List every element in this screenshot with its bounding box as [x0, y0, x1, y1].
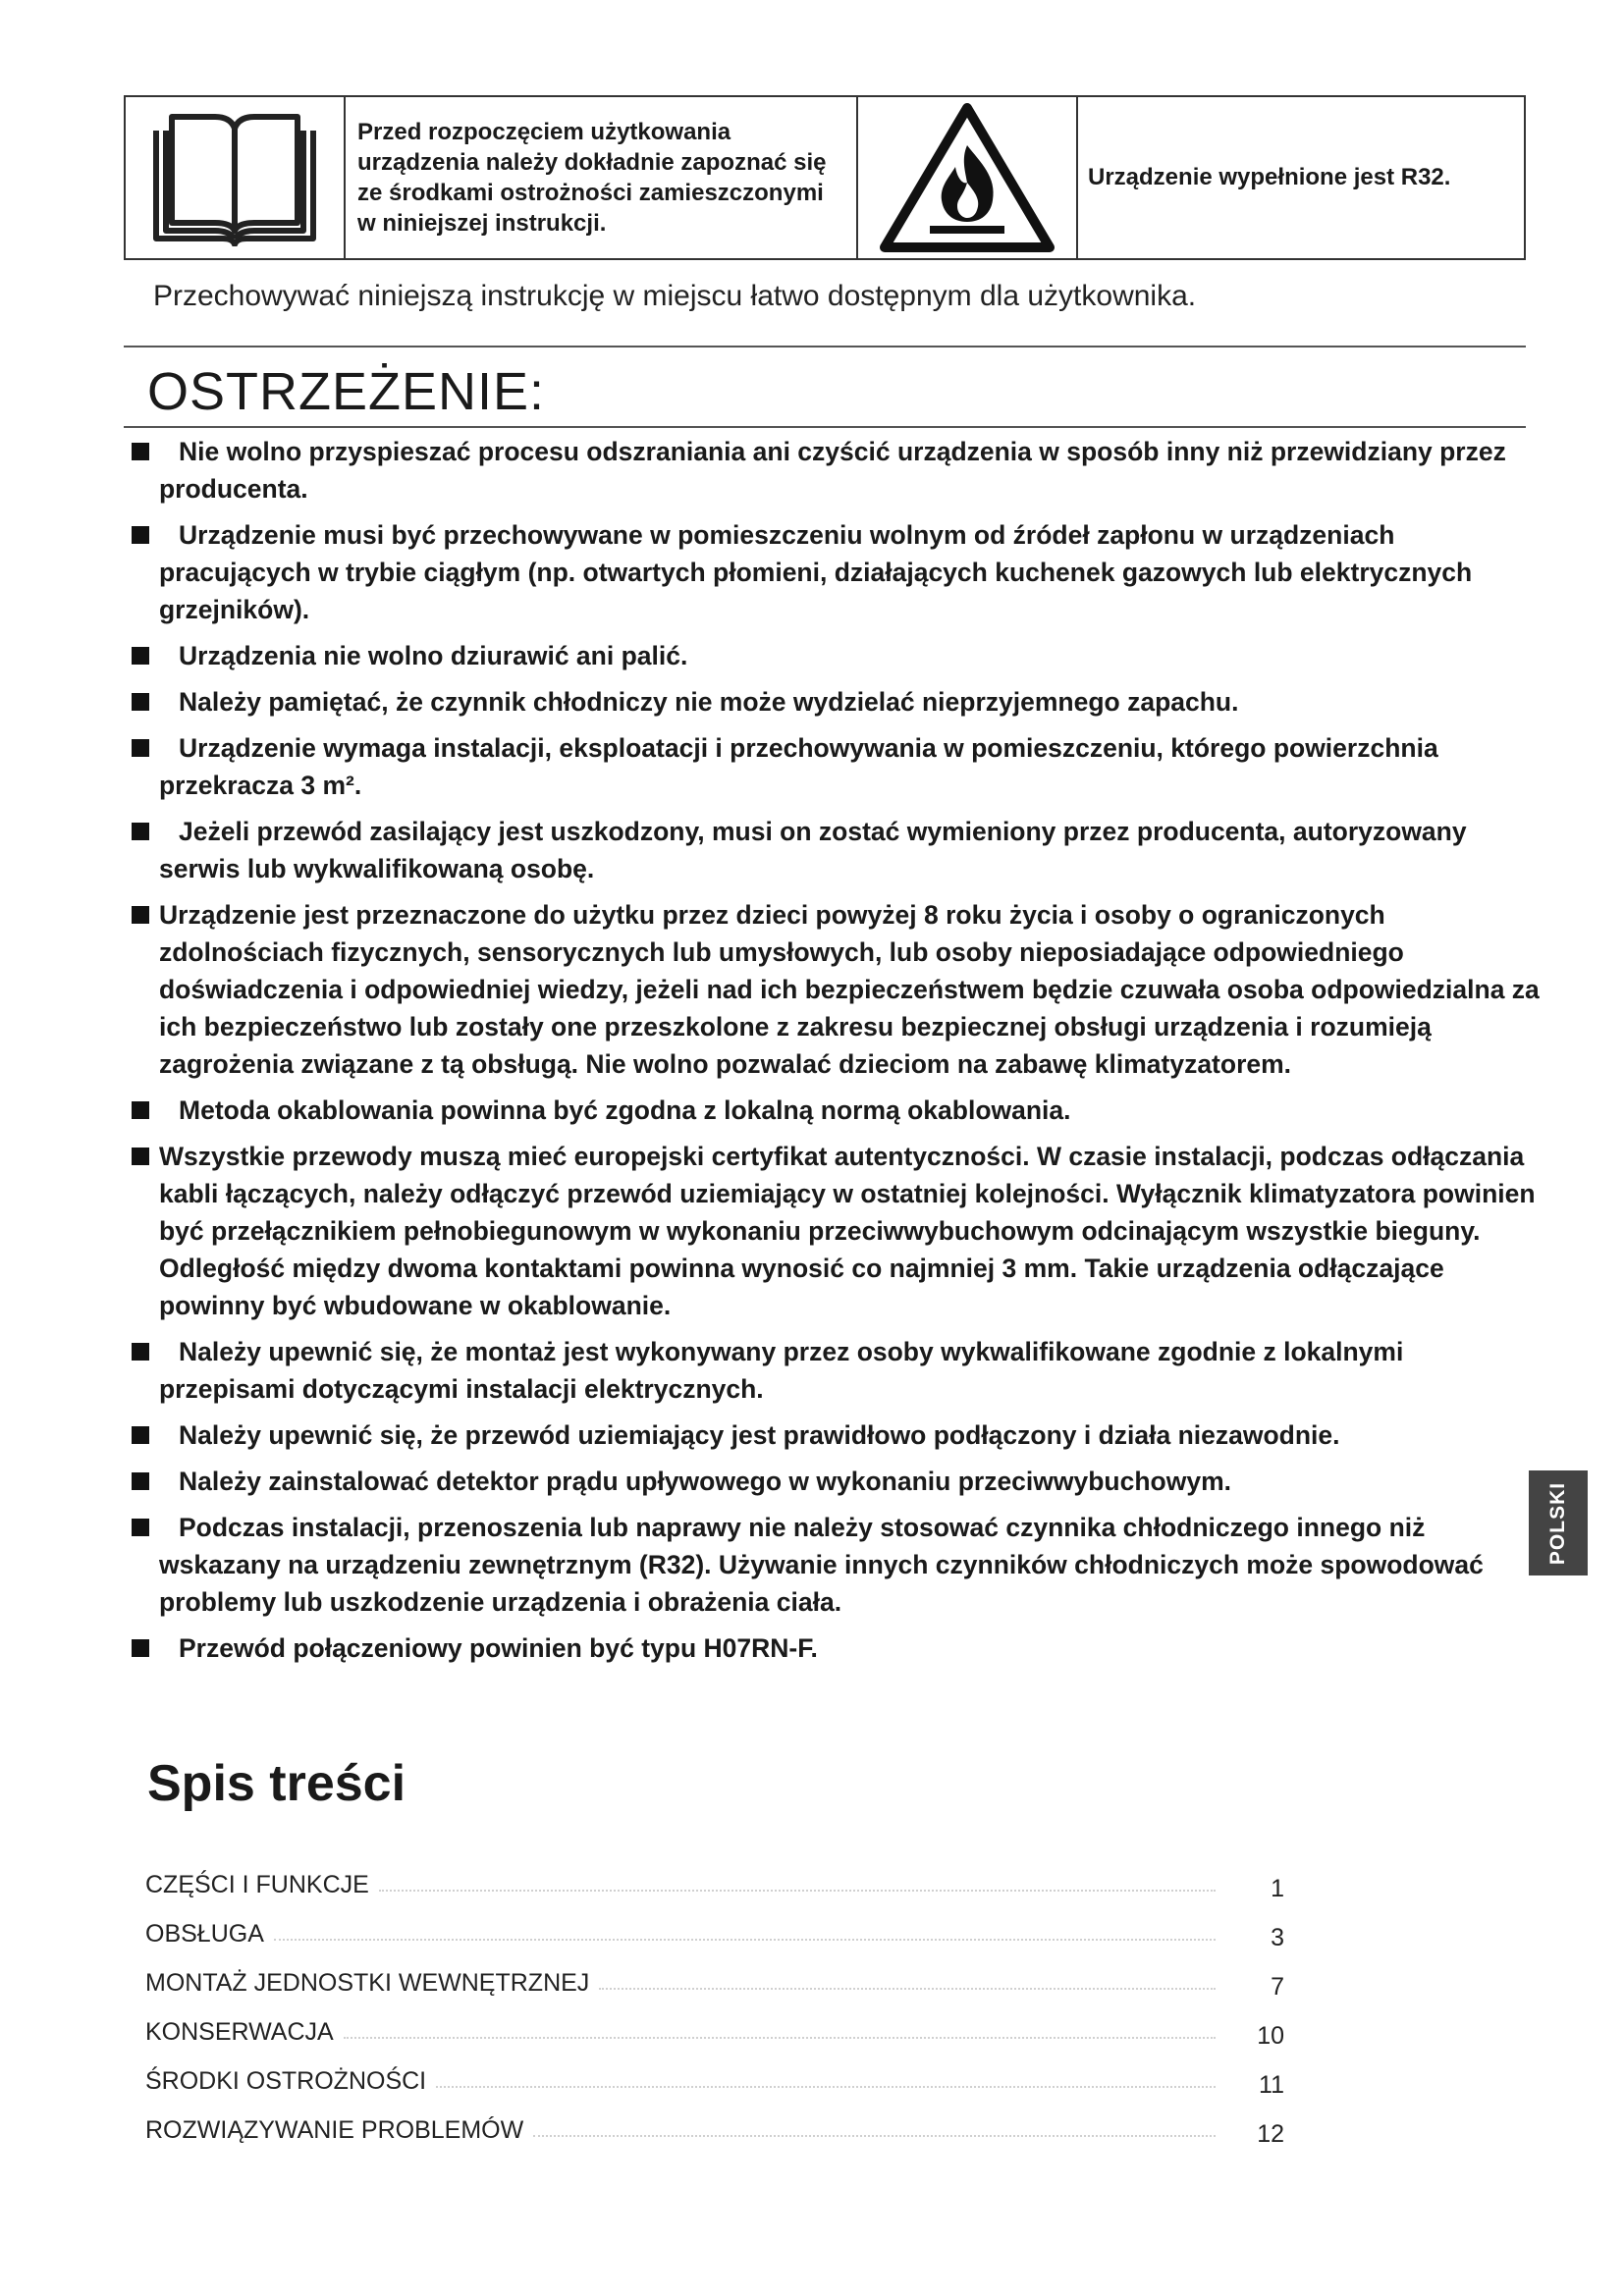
divider-bottom [124, 426, 1526, 428]
list-item: Przewód połączeniowy powinien być typu H07RN-F. [130, 1629, 1543, 1667]
toc-entry[interactable] [145, 1850, 1284, 1902]
flammable-warning-icon [879, 102, 1056, 254]
bullet-square-icon [132, 906, 149, 924]
bullet-square-icon [132, 1148, 149, 1165]
list-item: Należy upewnić się, że przewód uziemiający jest prawidłowo podłączony i działa niezawodnie. [130, 1416, 1543, 1454]
list-item: Jeżeli przewód zasilający jest uszkodzony, musi on zostać wymieniony przez producenta, autoryzowany serwis lub wykwalifikowaną osobę. [130, 813, 1543, 887]
open-book-icon [146, 109, 323, 246]
toc-leader-dots [274, 1939, 1216, 1941]
bullet-square-icon [132, 1426, 149, 1444]
list-item: Wszystkie przewody muszą mieć europejski certyfikat autentyczności. W czasie instalacji, podczas odłączania kabli łączących, należy odłączyć przewód uziemiający w ostatniej kolejności. Wyłącznik klimatyzatora powinien być przełącznikiem pełnobiegunowym w wykonaniu przeciwwybuchowym odcinającym wszystkie bieguny. Odległość między dwoma kontaktami powinna wynosić co najmniej 3 mm. Takie urządzenia odłączające powinny być wbudowane w okablowanie. [130, 1138, 1543, 1324]
warning-list [130, 433, 1543, 1676]
refrigerant-notice-text: Urządzenie wypełnione jest R32. [1088, 164, 1451, 190]
warning-title: OSTRZEŻENIE: [147, 362, 546, 421]
toc-entry-page: 3 [1271, 1924, 1284, 1951]
bullet-square-icon [132, 1343, 149, 1361]
list-item: Metoda okablowania powinna być zgodna z lokalną normą okablowania. [130, 1092, 1543, 1129]
toc-entry[interactable] [145, 2096, 1284, 2148]
language-tab-label: POLSKI [1546, 1481, 1569, 1565]
manual-notice-text: Przed rozpoczęciem użytkowania urządzenia należy dokładnie zapoznać się ze środkami ostrożności zamieszczonymi w niniejszej instrukcji. [357, 119, 827, 237]
manual-notice-cell [346, 97, 858, 258]
toc-entry-label: MONTAŻ JEDNOSTKI WEWNĘTRZNEJ [145, 1969, 590, 1997]
toc-entry[interactable] [145, 2047, 1284, 2099]
divider-top [124, 346, 1526, 347]
table-of-contents [145, 1850, 1284, 2148]
list-item: Urządzenie musi być przechowywane w pomieszczeniu wolnym od źródeł zapłonu w urządzeniach pracujących w trybie ciągłym (np. otwartych płomieni, działających kuchenek gazowych lub elektrycznych grzejników). [130, 516, 1543, 628]
toc-entry-label: CZĘŚCI I FUNKCJE [145, 1871, 369, 1898]
bullet-square-icon [132, 1101, 149, 1119]
toc-entry-label: KONSERWACJA [145, 2018, 334, 2046]
bullet-square-icon [132, 693, 149, 711]
toc-entry-label: OBSŁUGA [145, 1920, 264, 1948]
list-item: Nie wolno przyspieszać procesu odszraniania ani czyścić urządzenia w sposób inny niż przewidziany przez producenta. [130, 433, 1543, 507]
toc-title: Spis treści [147, 1755, 406, 1812]
list-item: Urządzenia nie wolno dziurawić ani palić. [130, 637, 1543, 674]
toc-entry-page: 11 [1259, 2071, 1284, 2099]
storage-note: Przechowywać niniejszą instrukcję w miejscu łatwo dostępnym dla użytkownika. [153, 280, 1197, 312]
toc-entry[interactable] [145, 1949, 1284, 2001]
toc-leader-dots [599, 1988, 1216, 1990]
toc-entry-page: 10 [1257, 2022, 1284, 2050]
bullet-square-icon [132, 647, 149, 665]
safety-header-table [124, 95, 1526, 260]
toc-entry-label: ŚRODKI OSTROŻNOŚCI [145, 2067, 427, 2095]
bullet-square-icon [132, 443, 149, 460]
list-item: Należy upewnić się, że montaż jest wykonywany przez osoby wykwalifikowane zgodnie z lokalnymi przepisami dotyczącymi instalacji elektrycznych. [130, 1333, 1543, 1408]
toc-leader-dots [379, 1890, 1216, 1892]
toc-entry-page: 7 [1271, 1973, 1284, 2001]
toc-leader-dots [533, 2135, 1216, 2137]
list-item: Urządzenie jest przeznaczone do użytku przez dzieci powyżej 8 roku życia i osoby o ograniczonych zdolnościach fizycznych, sensorycznych lub umysłowych, lub osoby nieposiadające odpowiedniego doświadczenia i odpowiedniej wiedzy, jeżeli nad ich bezpieczeństwem będzie czuwała osoba odpowiedzialna za ich bezpieczeństwo lub zostały one przeszkolone z zakresu bezpiecznej obsługi urządzenia i rozumieją zagrożenia związane z tą obsługą. Nie wolno pozwalać dzieciom na zabawę klimatyzatorem. [130, 896, 1543, 1083]
bullet-square-icon [132, 1472, 149, 1490]
bullet-square-icon [132, 739, 149, 757]
toc-entry-page: 12 [1257, 2120, 1284, 2148]
bullet-square-icon [132, 1639, 149, 1657]
refrigerant-notice-cell [1078, 97, 1524, 258]
list-item: Należy pamiętać, że czynnik chłodniczy nie może wydzielać nieprzyjemnego zapachu. [130, 683, 1543, 721]
language-tab[interactable] [1529, 1470, 1588, 1575]
toc-entry[interactable] [145, 1899, 1284, 1949]
list-item: Urządzenie wymaga instalacji, eksploatacji i przechowywania w pomieszczeniu, którego powierzchnia przekracza 3 m². [130, 729, 1543, 804]
bullet-square-icon [132, 1519, 149, 1536]
toc-entry-label: ROZWIĄZYWANIE PROBLEMÓW [145, 2116, 524, 2144]
bullet-square-icon [132, 526, 149, 544]
bullet-square-icon [132, 823, 149, 840]
toc-entry[interactable] [145, 1998, 1284, 2050]
list-item: Podczas instalacji, przenoszenia lub naprawy nie należy stosować czynnika chłodniczego innego niż wskazany na urządzeniu zewnętrznym (R32). Używanie innych czynników chłodniczych może spowodować problemy lub uszkodzenie urządzenia i obrażenia ciała. [130, 1509, 1543, 1621]
list-item: Należy zainstalować detektor prądu upływowego w wykonaniu przeciwwybuchowym. [130, 1463, 1543, 1500]
manual-icon-cell [126, 97, 346, 258]
toc-entry-page: 1 [1271, 1875, 1284, 1902]
toc-leader-dots [436, 2086, 1216, 2088]
toc-leader-dots [344, 2037, 1216, 2039]
flammable-icon-cell [858, 97, 1078, 258]
